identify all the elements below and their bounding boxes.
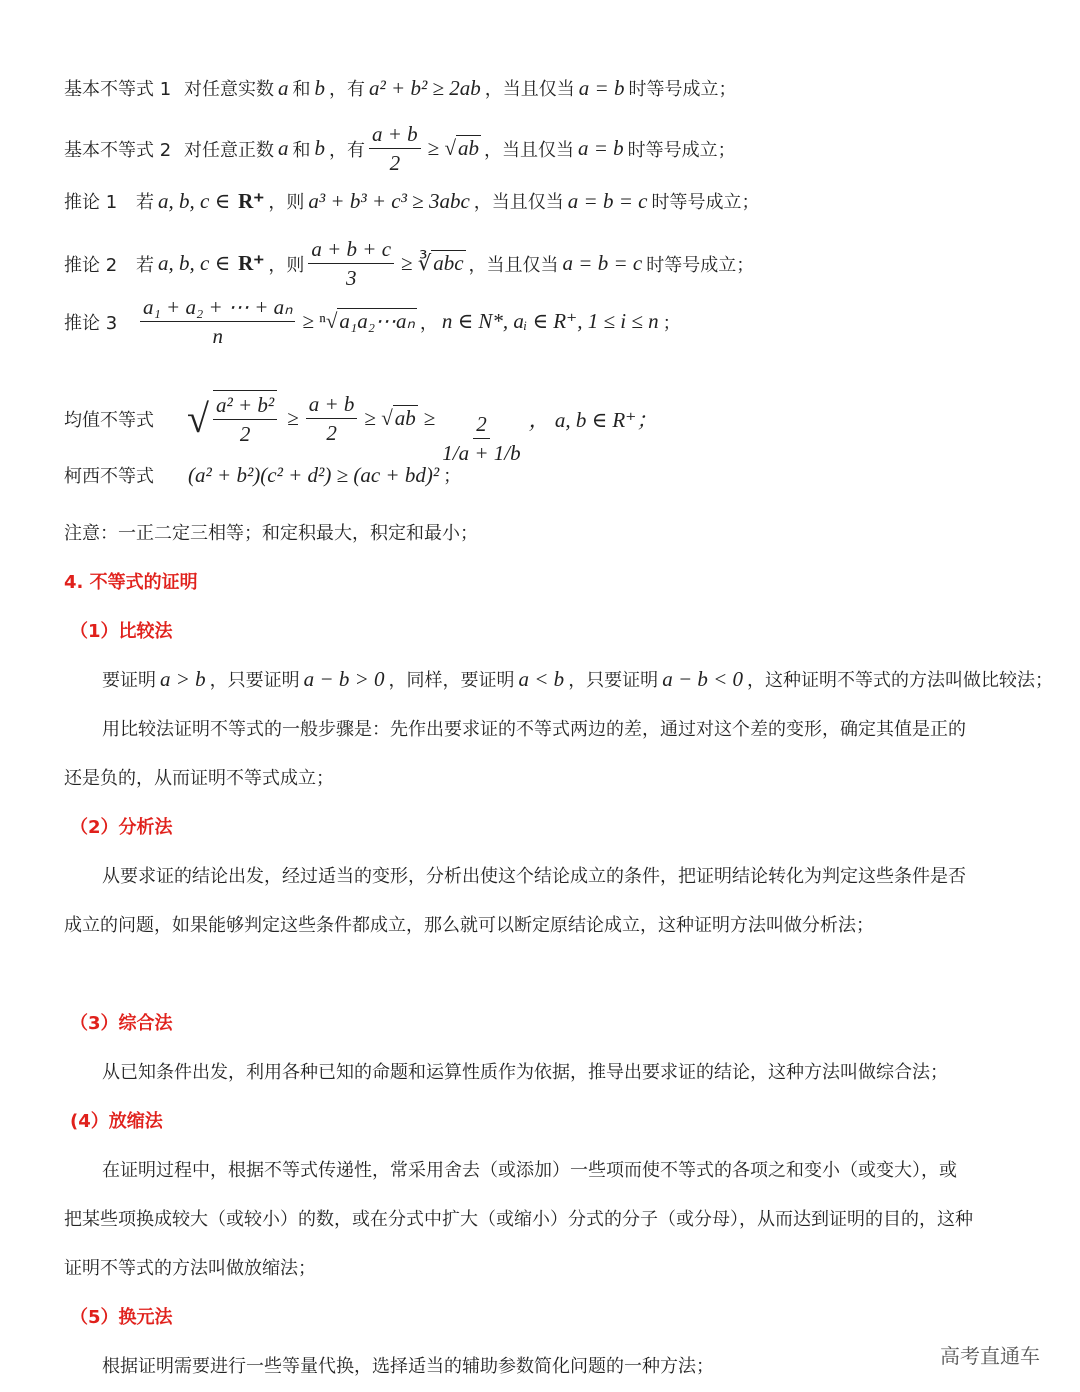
label: 推论 1 [64,192,118,213]
formula: a² + b² ≥ 2ab [369,75,481,100]
corollary-2 [64,235,754,292]
numerator: a + b [369,120,421,149]
subheading: （3）综合法 [70,1013,173,1034]
radicand: a₁a₂⋯aₙ [339,309,415,333]
corollary-3 [64,293,681,350]
text: ，只要证明 [568,670,659,691]
label: 基本不等式 2 [64,139,172,161]
fraction [442,410,520,467]
formula: a, b, c ∈ [158,251,231,275]
text: ，有 [329,79,365,100]
paragraph: 从要求证的结论出发，经过适当的变形，分析出使这个结论成立的条件，把证明结论转化为判定这些条件是否 [102,866,966,887]
subheading: （2）分析法 [70,817,173,838]
radicand: abc [433,251,464,275]
denominator: 2 [389,151,401,175]
numerator: a² + b² [213,391,277,420]
fraction [306,390,358,447]
numerator: a + b [306,390,358,419]
radicand: ab [457,136,479,160]
sqrt: ≥ √ab [364,406,416,430]
denominator: 3 [345,266,357,290]
paragraph: 成立的问题，如果能够判定这些条件都成立，那么就可以断定原结论成立，这种证明方法叫做分析法； [64,915,874,936]
condition: ， a, b ∈ R⁺； [528,407,658,432]
ge: ≥ [427,136,440,160]
fraction [369,120,421,177]
text: ，只要证明 [209,670,300,691]
text: ，同样，要证明 [388,670,515,691]
ge: ≥ ∛ [401,251,432,275]
formula: a − b < 0 [662,666,744,691]
formula: (a² + b²)(c² + d²) ≥ (ac + bd)² [188,462,440,487]
formula: a < b [518,666,565,691]
text: ， [419,312,438,334]
var: a [278,75,289,100]
text: ，有 [329,139,365,161]
note: 注意：一正二定三相等；和定积最大，积定和最小； [64,523,478,544]
text: 对任意实数 [184,79,274,100]
paragraph: 根据证明需要进行一些等量代换，选择适当的辅助参数简化问题的一种方法； [102,1356,714,1377]
paragraph: 证明不等式的方法叫做放缩法； [64,1258,316,1279]
numerator: a + b + c [308,235,394,264]
formula: a > b [160,666,206,691]
fraction [308,235,394,292]
radical-sign: √ [187,396,209,441]
text: 要证明 [102,670,156,691]
text: 和 [292,139,311,161]
numerator: 2 [473,410,490,439]
text: ，这种证明不等式的方法叫做比较法； [747,670,1054,691]
radicand: ab [394,406,416,430]
formula: a³ + b³ + c³ ≥ 3abc [308,188,470,213]
paragraph: 在证明过程中，根据不等式传递性，常采用舍去（或添加）一些项而使不等式的各项之和变小（或变大），或 [102,1160,957,1181]
formula: a − b > 0 [303,666,385,691]
paragraph [102,666,1053,692]
text: 对任意正数 [184,139,274,161]
text: 和 [292,79,311,100]
section-heading: 4. 不等式的证明 [64,572,198,593]
text: ，当且仅当 [484,79,575,100]
basic-inequality-2 [64,120,736,177]
watermark: 高考直通车 [940,1344,1040,1368]
fraction [213,390,277,448]
condition: a = b [577,136,624,160]
nth-root [302,309,416,334]
text: 时等号成立； [627,139,736,161]
text: ，当且仅当 [473,192,564,213]
text: 若 [136,254,154,276]
paragraph: 还是负的，从而证明不等式成立； [64,768,334,789]
var: b [314,75,325,100]
condition: a = b = c [562,251,643,275]
ge: ≥ ⁿ√ [302,309,338,333]
text: ，则 [268,254,305,276]
paragraph: 从已知条件出发，利用各种已知的命题和运算性质作为依据，推导出要求证的结论，这种方法叫做综合法； [102,1062,948,1083]
text: ，则 [268,192,305,213]
condition: a = b = c [567,188,648,213]
denominator: 2 [239,421,251,446]
paragraph: 用比较法证明不等式的一般步骤是：先作出要求证的不等式两边的差，通过对这个差的变形，确定其值是正的 [102,719,966,740]
sqrt: ≥ √ab [427,136,479,160]
condition: a = b [578,75,625,100]
sqrt [187,390,281,448]
ge: ≥ [364,406,376,430]
text: 若 [136,192,154,213]
denominator: n [212,324,223,348]
set-symbol: R⁺ [238,251,265,275]
numerator: a₁ + a₂ + ⋯ + aₙ [140,293,295,322]
label: 推论 3 [64,312,118,334]
fraction [140,293,295,350]
text: ； [662,312,681,334]
label: 柯西不等式 [64,466,154,487]
label: 推论 2 [64,254,118,276]
paragraph: 把某些项换成较大（或较小）的数，或在分式中扩大（或缩小）分式的分子（或分母），从而达到证明的目的，这种 [64,1209,973,1230]
subheading: (4）放缩法 [70,1111,163,1132]
formula: a, b, c ∈ [158,188,231,213]
corollary-1 [64,188,759,214]
text: ； [443,466,462,487]
cauchy-inequality [64,462,461,488]
ge: ≥ [287,406,299,430]
cube-root [401,251,466,276]
var: a [278,136,289,160]
subheading: （5）换元法 [70,1307,173,1328]
text: 时等号成立； [651,192,760,213]
text: ，当且仅当 [468,254,559,276]
text: 时等号成立； [628,79,737,100]
text: 时等号成立； [646,254,755,276]
subheading: （1）比较法 [70,621,173,642]
ge: ≥ [423,406,436,430]
basic-inequality-1 [64,75,736,101]
set-symbol: R⁺ [238,188,265,213]
denominator: 2 [326,421,337,445]
label: 均值不等式 [64,409,154,431]
denominator: 1/a + 1/b [442,441,521,465]
var: b [314,136,325,160]
text: ，当且仅当 [483,139,574,161]
mean-inequality [64,370,661,467]
label: 基本不等式 1 [64,79,172,100]
condition: n ∈ N*, aᵢ ∈ R⁺, 1 ≤ i ≤ n [441,309,659,333]
